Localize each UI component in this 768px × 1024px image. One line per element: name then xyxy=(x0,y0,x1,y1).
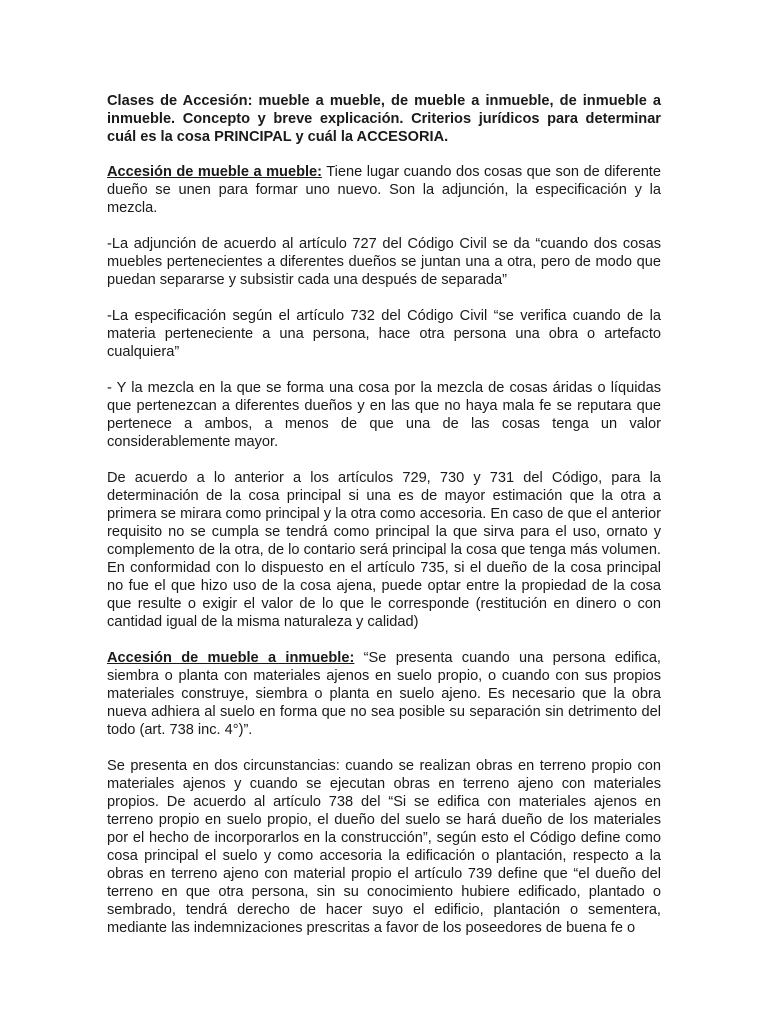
section-intro-mueble-a-inmueble: “Se presenta cuando una persona edifica, siembra o planta con materiales ajenos en suelo propio, o cuando con sus propios materiales construye, siembra o planta en suelo ajeno. Es necesario que la obra nueva adhiera al suelo en forma que no sea posible su separación sin detrimento del todo (art. 738 inc. 4°)”. xyxy=(107,650,661,738)
paragraph-circunstancias: Se presenta en dos circunstancias: cuando se realizan obras en terreno propio con materiales ajenos y cuando se ejecutan obras en terreno ajeno con materiales propios. De acuerdo al artículo 738 del “Si se edifica con materiales ajenos en terreno propio en suelo propio, el dueño del suelo se hará dueño de los materiales por el hecho de incorporarlos en la construcción”, según esto el Código define como cosa principal el suelo y como accesoria la edificación o plantación, respecto a la obras en terreno ajeno con material propio el artículo 739 define que “el dueño del terreno en que otra persona, sin su conocimiento hubiere edificado, plantado o sembrado, tendrá derecho de hacer suyo el edificio, plantación o sementera, mediante las indemnizaciones prescritas a favor de los poseedores de buena fe o xyxy=(107,758,661,936)
paragraph-mueble-a-mueble xyxy=(107,163,661,217)
paragraph-mueble-a-inmueble xyxy=(107,649,661,739)
section-intro-mueble-a-mueble: Tiene lugar cuando dos cosas que son de diferente dueño se unen para formar uno nuevo. Son la adjunción, la especificación y la mezcla. xyxy=(107,164,661,216)
paragraph-especificacion: -La especificación según el artículo 732 del Código Civil “se verifica cuando de la materia perteneciente a una persona, hace otra persona una obra o artefacto cualquiera” xyxy=(107,308,661,360)
document-title: Clases de Accesión: mueble a mueble, de mueble a inmueble, de inmueble a inmueble. Concepto y breve explicación. Criterios jurídicos para determinar cuál es la cosa PRINCIPAL y cuál la ACCESORIA. xyxy=(107,93,661,145)
section-heading-mueble-a-mueble: Accesión de mueble a mueble: xyxy=(107,164,323,180)
paragraph-adjuncion: -La adjunción de acuerdo al artículo 727 del Código Civil se da “cuando dos cosas muebles pertenecientes a diferentes dueños se juntan una a otra, pero de modo que puedan separarse y subsistir cada una después de separada” xyxy=(107,236,661,288)
section-heading-mueble-a-inmueble: Accesión de mueble a inmueble: xyxy=(107,650,355,666)
paragraph-criterios: De acuerdo a lo anterior a los artículos 729, 730 y 731 del Código, para la determinación de la cosa principal si una es de mayor estimación que la otra a primera se mirara como principal y la otra como accesoria. En caso de que el anterior requisito no se cumpla se tendrá como principal la que sirva para el uso, ornato y complemento de la otra, de lo contario será principal la cosa que tenga más volumen. En conformidad con lo dispuesto en el artículo 735, si el dueño de la cosa principal no fue el que hizo uso de la cosa ajena, puede optar entre la propiedad de la cosa que resulte o exigir el valor de lo que le corresponde (restitución en dinero o con cantidad igual de la misma naturaleza y calidad) xyxy=(107,470,661,630)
paragraph-mezcla: - Y la mezcla en la que se forma una cosa por la mezcla de cosas áridas o líquidas que pertenezcan a diferentes dueños y en las que no haya mala fe se reputara que pertenece a ambos, a menos de que una de las cosas tenga un valor considerablemente mayor. xyxy=(107,380,661,450)
